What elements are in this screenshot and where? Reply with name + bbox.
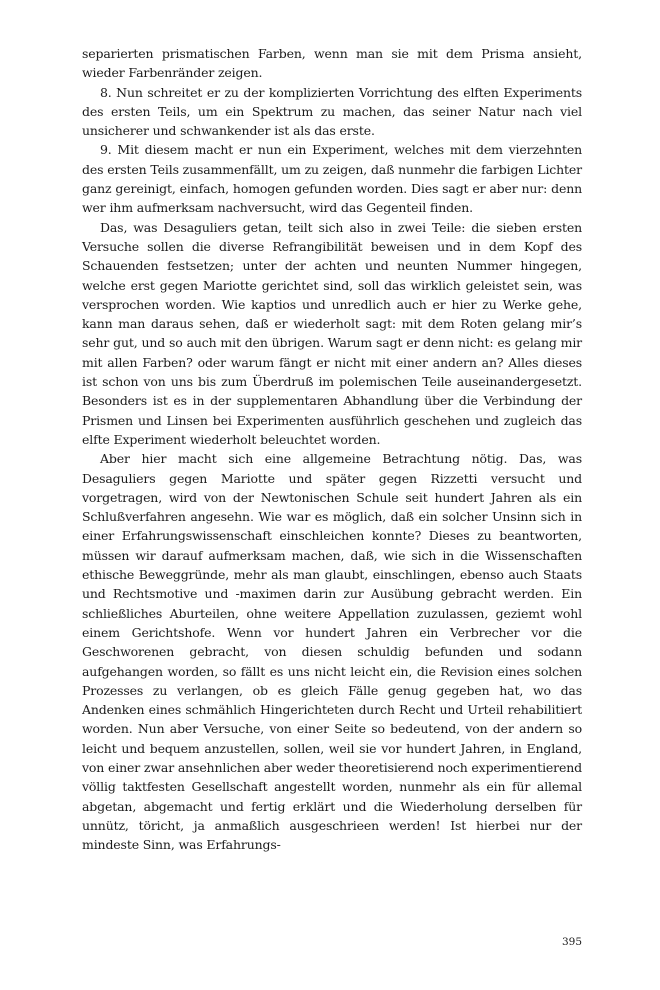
paragraph-item-9: 9. Mit diesem macht er nun ein Experiment, welches mit dem vierzehnten des ersten Teils zusammenfällt, um zu zeigen, daß nunmehr die farbigen Lichter ganz gereinigt, einfach, homogen gefunden worden. Dies sagt er aber nur: denn wer ihm aufmerksam nachversucht, wird das Gegenteil finden. <box>82 142 582 216</box>
book-page <box>82 44 582 964</box>
paragraph-desaguliers: Das, was Desaguliers getan, teilt sich also in zwei Teile: die sieben ersten Versuche sollen die diverse Refrangibilität beweisen und in dem Kopf des Schauenden festsetzen; unter der achten und neunten Nummer hingegen, welche erst gegen Mariotte gerichtet sind, soll das wirklich geleistet sein, was versprochen worden. Wie kaptios und unredlich auch er hier zu Werke gehe, kann man daraus sehen, daß er wiederholt sagt: mit dem Roten gelang mir’s sehr gut, und so auch mit den übrigen. Warum sagt er denn nicht: es gelang mir mit allen Farben? oder warum fängt er nicht mit einer andern an? Alles dieses ist schon von uns bis zum Überdruß im polemischen Teile auseinandergesetzt. Besonders ist es in der supplementaren Abhandlung über die Verbindung der Prismen und Linsen bei Experimenten ausführlich geschehen und zugleich das elfte Experiment wiederholt beleuchtet worden. <box>82 219 582 447</box>
paragraph-continuation: separierten prismatischen Farben, wenn man sie mit dem Prisma ansieht, wieder Farbenränder zeigen. <box>82 46 582 81</box>
body-text <box>82 44 582 854</box>
page-number: 395 <box>561 936 582 948</box>
paragraph-general-reflection: Aber hier macht sich eine allgemeine Betrachtung nötig. Das, was Desaguliers gegen Mariotte und später gegen Rizzetti versucht und vorgetragen, wird von der Newtonischen Schule seit hundert Jahren als ein Schlußverfahren angesehn. Wie war es möglich, daß ein solcher Unsinn sich in einer Erfahrungswissenschaft einschleichen konnte? Dieses zu beantworten, müssen wir darauf aufmerksam machen, daß, wie sich in die Wissenschaften ethische Beweggründe, mehr als man glaubt, einschlingen, ebenso auch Staats und Rechtsmotive und -maximen darin zur Ausübung gebracht werden. Ein schließliches Aburteilen, ohne weitere Appellation zuzulassen, geziemt wohl einem Gerichtshofe. Wenn vor hundert Jahren ein Verbrecher vor die Geschworenen gebracht, von diesen schuldig befunden und sodann aufgehangen worden, so fällt es uns nicht leicht ein, die Revision eines solchen Prozesses zu verlangen, ob es gleich Fälle genug gegeben hat, wo das Andenken eines schmählich Hingerichteten durch Recht und Urteil rehabilitiert worden. Nun aber Versuche, von einer Seite so bedeutend, von der andern so leicht und bequem anzustellen, sollen, weil sie vor hundert Jahren, in England, von einer zwar ansehnlichen aber weder theoretisierend noch experimentierend völlig taktfesten Gesellschaft angestellt worden, nunmehr als ein für allemal abgetan, abgemacht und fertig erklärt und die Wiederholung derselben für unnütz, töricht, ja anmaßlich ausgeschrieen werden! Ist hierbei nur der mindeste Sinn, was Erfahrungs- <box>82 451 582 853</box>
paragraph-item-8: 8. Nun schreitet er zu der komplizierten Vorrichtung des elften Experiments des ersten Teils, um ein Spektrum zu machen, das seiner Natur nach viel unsicherer und schwankender ist als das erste. <box>82 84 582 139</box>
